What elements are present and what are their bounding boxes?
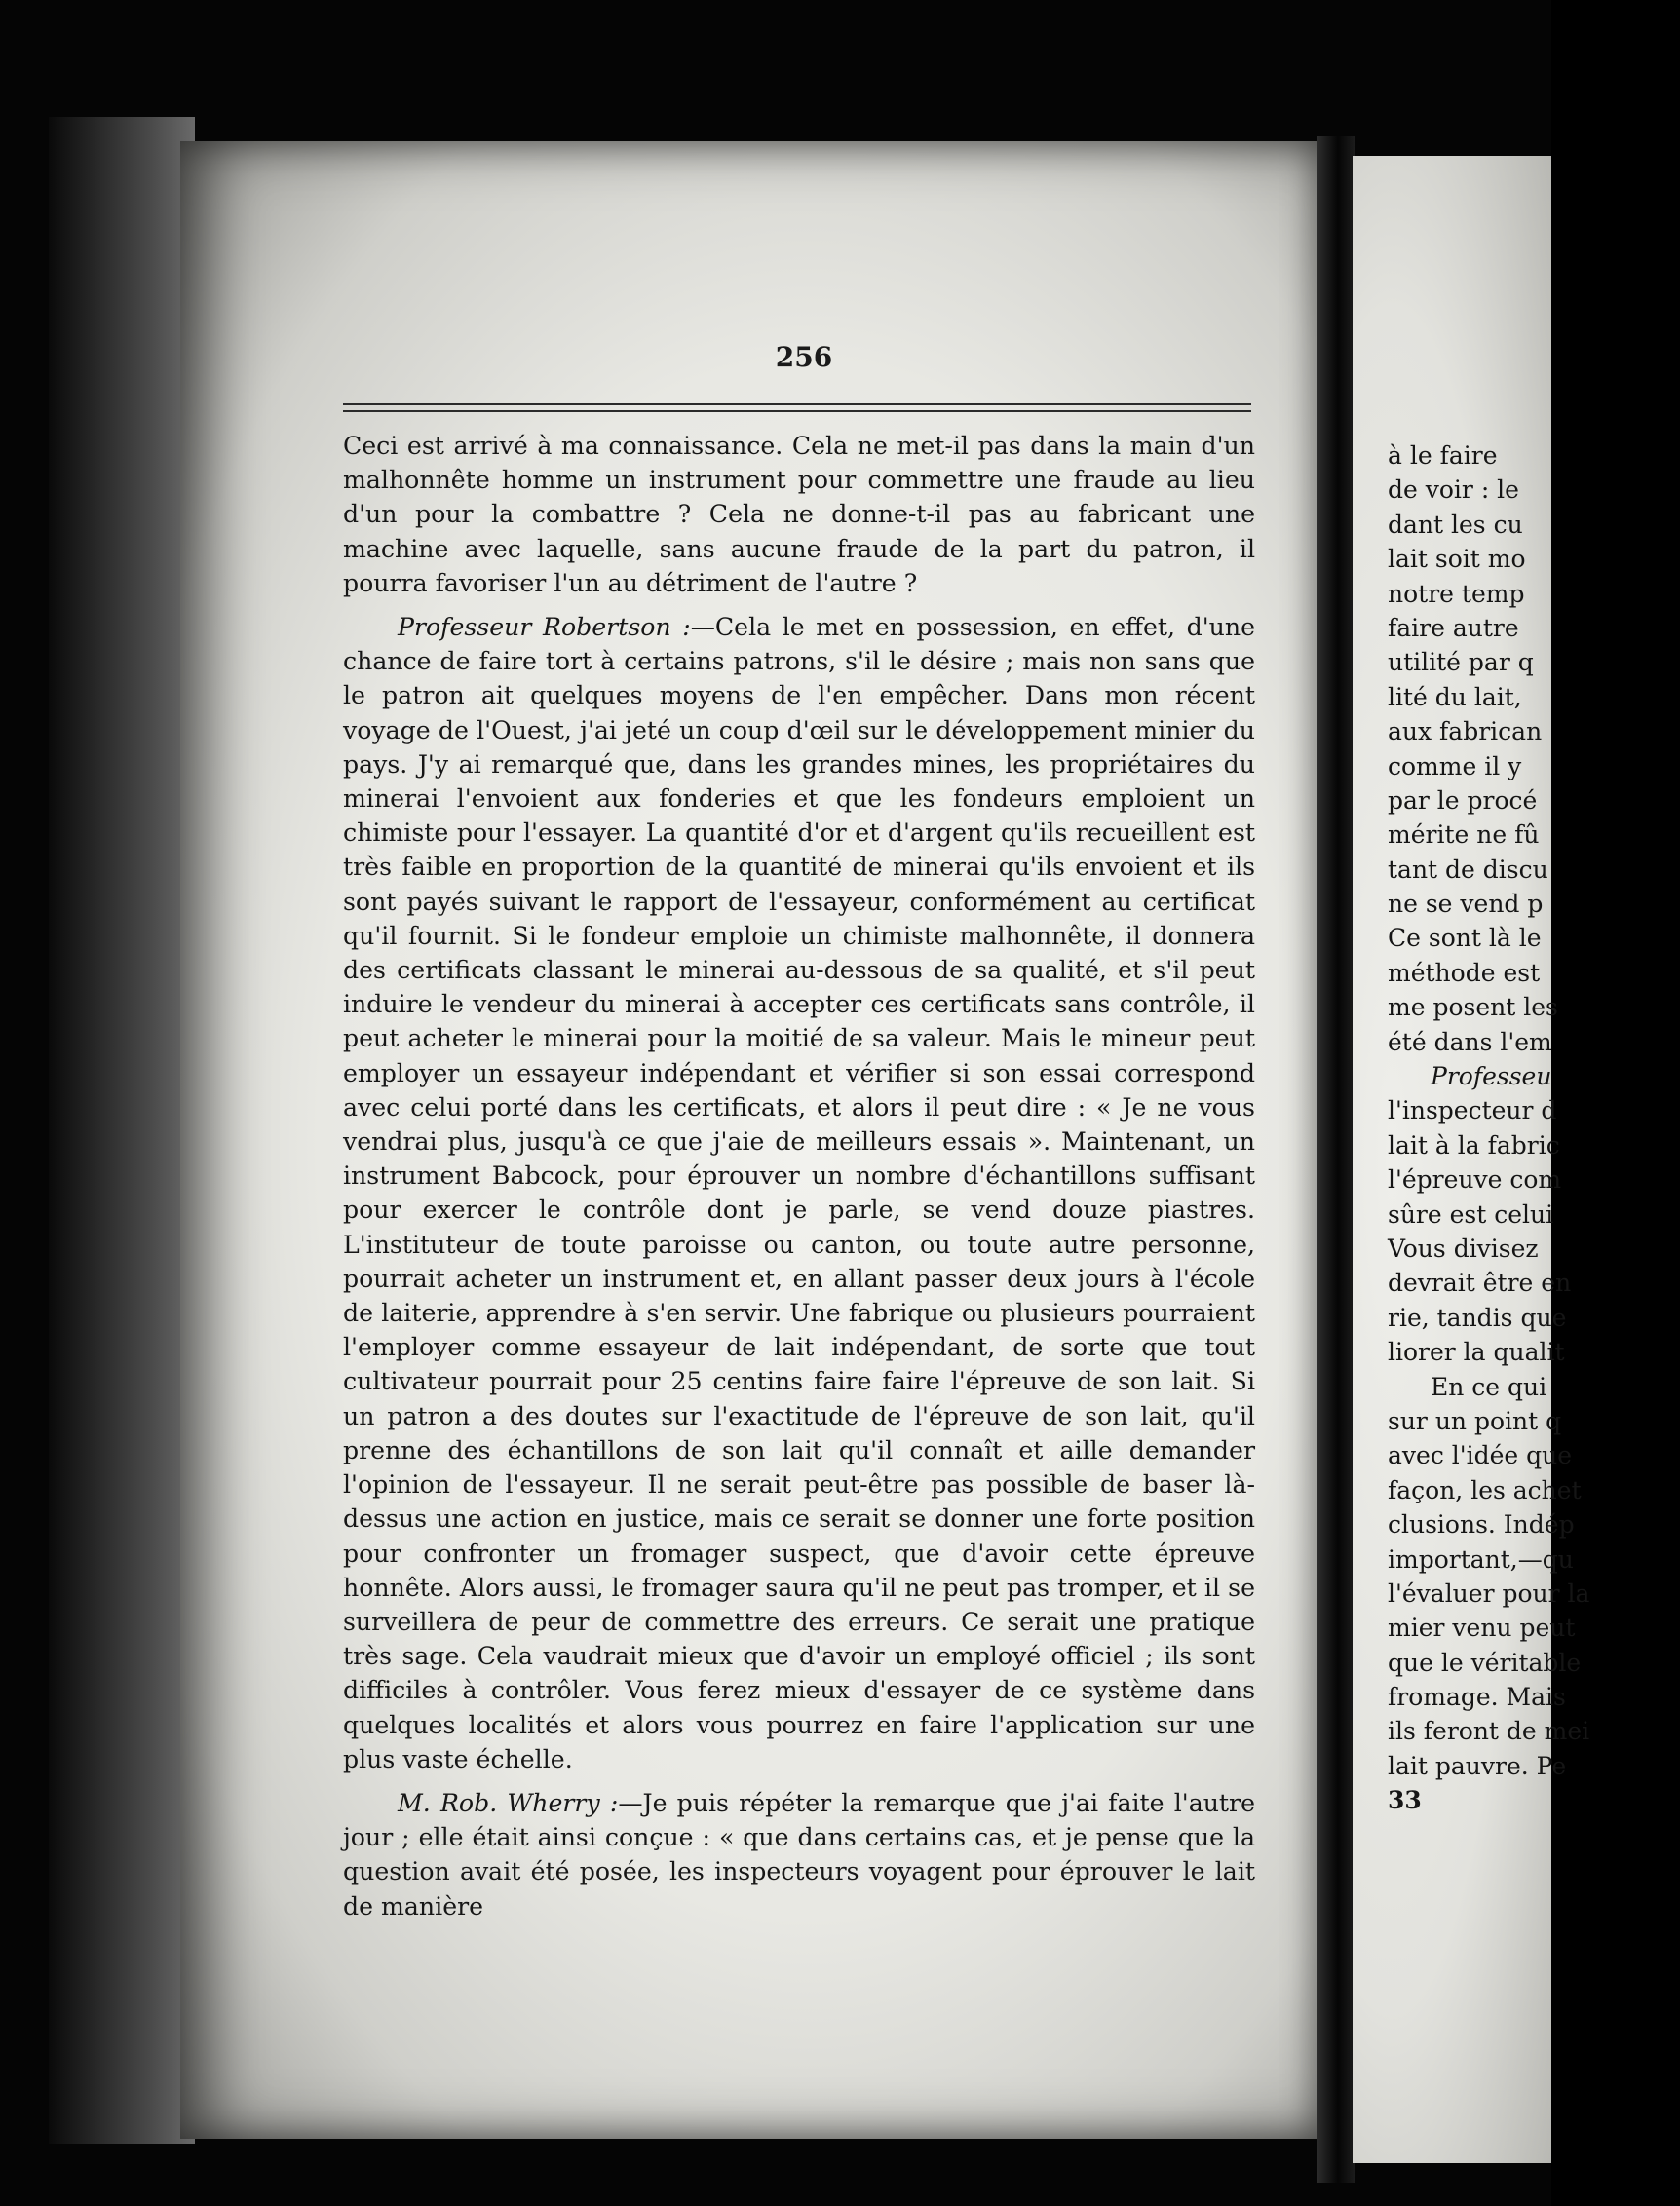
facing-line: lité du lait, [1388,682,1522,711]
facing-line: sur un point q [1388,1406,1562,1435]
facing-line: sûre est celui [1388,1199,1554,1229]
paragraph-2 [343,610,1255,1776]
body-text [343,429,1255,1933]
header-rule-top [343,403,1251,405]
facing-line: rie, tandis que [1388,1303,1567,1332]
facing-line: avec l'idée que [1388,1441,1573,1470]
facing-line: par le procé [1388,785,1538,815]
speaker-robertson: Professeur Robertson : [398,613,691,642]
facing-line: notre temp [1388,579,1525,608]
facing-line: fromage. Mais [1388,1683,1566,1712]
facing-line: En ce qui [1431,1372,1547,1401]
facing-line: clusions. Indép [1388,1510,1575,1540]
facing-line: que le véritable [1388,1648,1582,1677]
facing-line: lait à la fabric [1388,1130,1560,1160]
facing-line: mier venu peut [1388,1614,1576,1643]
facing-line: Professeu [1431,1062,1552,1091]
facing-line: faire autre [1388,613,1519,642]
facing-line: lait pauvre. Pe [1388,1751,1567,1780]
facing-line: liorer la qualit [1388,1338,1565,1367]
facing-line: ils feront de mei [1388,1717,1590,1746]
facing-line: mérite ne fû [1388,820,1540,850]
signature-number: 33 [1388,1786,1422,1815]
facing-line: l'inspecteur d [1388,1096,1557,1125]
paragraph-3-text: —Je puis répéter la remarque que j'ai faite l'autre jour ; elle était ainsi conçue : « que dans certains cas, et je pense que la question avait été posée, les inspecteurs voyagent pour éprouver le lait de manière [343,1788,1256,1921]
facing-line: dant les cu [1388,510,1523,539]
facing-line: me posent les [1388,993,1558,1022]
facing-line: l'évaluer pour la [1388,1578,1590,1608]
paragraph-2-text: —Cela le met en possession, en effet, d'une chance de faire tort à certains patrons, s'il le désire ; mais non sans que le patron ait quelques moyens de l'en empêcher. Dans mon récent voyage de l'Ouest, j'ai jeté un coup d'œil sur le développement minier du pays. J'y ai remarqué que, dans les grandes mines, les propriétaires du minerai l'envoient aux fonderies et que les fondeurs emploient un chimiste pour l'essayer. La quantité d'or et d'argent qu'ils recueillent est très faible en proportion de la quantité de minerai qu'ils envoient et ils sont payés suivant le rapport de l'essayeur, conformément au certificat qu'il fournit. Si le fondeur emploie un chimiste malhonnête, il donnera des certificats classant le minerai au-dessous de sa qualité, et s'il peut induire le vendeur du minerai à accepter ces certificats sans contrôle, il peut acheter le minerai pour la moitié de sa valeur. Mais le mineur peut employer un essayeur indépendant et vérifier si son essai correspond avec celui porté dans les certificats, et alors il peut dire : « Je ne vous vendrai plus, jusqu'à ce que j'aie de meilleurs essais ». Maintenant, un instrument Babcock, pour éprouver un nombre d'échantillons suffisant pour exercer le contrôle dont je parle, se vend douze piastres. L'instituteur de toute paroisse ou canton, ou toute autre personne, pourrait acheter un instrument et, en allant passer deux jours à l'école de laiterie, apprendre à s'en servir. Une fabrique ou plusieurs pourraient l'employer comme essayeur de lait indépendant, de sorte que tout cultivateur pourrait pour 25 centins faire faire l'épreuve de son lait. Si un patron a des doutes sur l'exactitude de l'épreuve de son lait, qu'il prenne des échantillons de son lait qu'il connaît et aille demander l'opinion de l'essayeur. Il ne serait peut-être pas possible de baser là-dessus une action en justice, mais ce serait se donner une forte position pour confronter un fromager suspect, que d'avoir cette épreuve honnête. Alors aussi, le fromager saura qu'il ne peut pas tromper, et il se surveillera de peur de commettre des erreurs. Ce serait une pratique très sage. Cela vaudrait mieux que d'avoir un employé officiel ; ils sont difficiles à contrôler. Vous ferez mieux d'essayer de ce système dans quelques localités et alors vous pourrez en faire l'application sur une plus vaste échelle. [343,613,1256,1773]
facing-line: lait soit mo [1388,545,1526,574]
paragraph-3 [343,1786,1255,1923]
page-number: 256 [775,341,833,373]
facing-line: façon, les achet [1388,1475,1582,1504]
facing-line: ne se vend p [1388,890,1544,919]
facing-line: tant de discu [1388,855,1548,884]
facing-line: à le faire [1388,441,1498,470]
facing-line: été dans l'em [1388,1027,1552,1056]
header-rule-bottom [343,410,1251,412]
facing-page-text [1388,438,1680,1818]
facing-line: devrait être en [1388,1269,1572,1298]
facing-page-sheet [1353,156,1590,2163]
facing-line: comme il y [1388,751,1522,780]
facing-line: important,—qu [1388,1544,1574,1574]
facing-line: méthode est [1388,958,1541,987]
book-binding-edge [49,117,195,2144]
facing-line: aux fabrican [1388,717,1543,746]
facing-line: Ce sont là le [1388,924,1542,953]
facing-line: l'épreuve com [1388,1165,1562,1195]
facing-line: de voir : le [1388,475,1519,505]
facing-line: Vous divisez [1388,1234,1539,1263]
paragraph-1 [343,429,1255,600]
book-gutter [1317,136,1355,2183]
facing-line: utilité par q [1388,648,1534,677]
speaker-wherry: M. Rob. Wherry : [398,1788,619,1817]
paragraph-1-text: Ceci est arrivé à ma connaissance. Cela ne met-il pas dans la main d'un malhonnête homme un instrument pour commettre une fraude au lieu d'un pour la combattre ? Cela ne donne-t-il pas au fabricant une machine avec laquelle, sans aucune fraude de la part du patron, il pourra favoriser l'un au détriment de l'autre ? [343,432,1255,597]
